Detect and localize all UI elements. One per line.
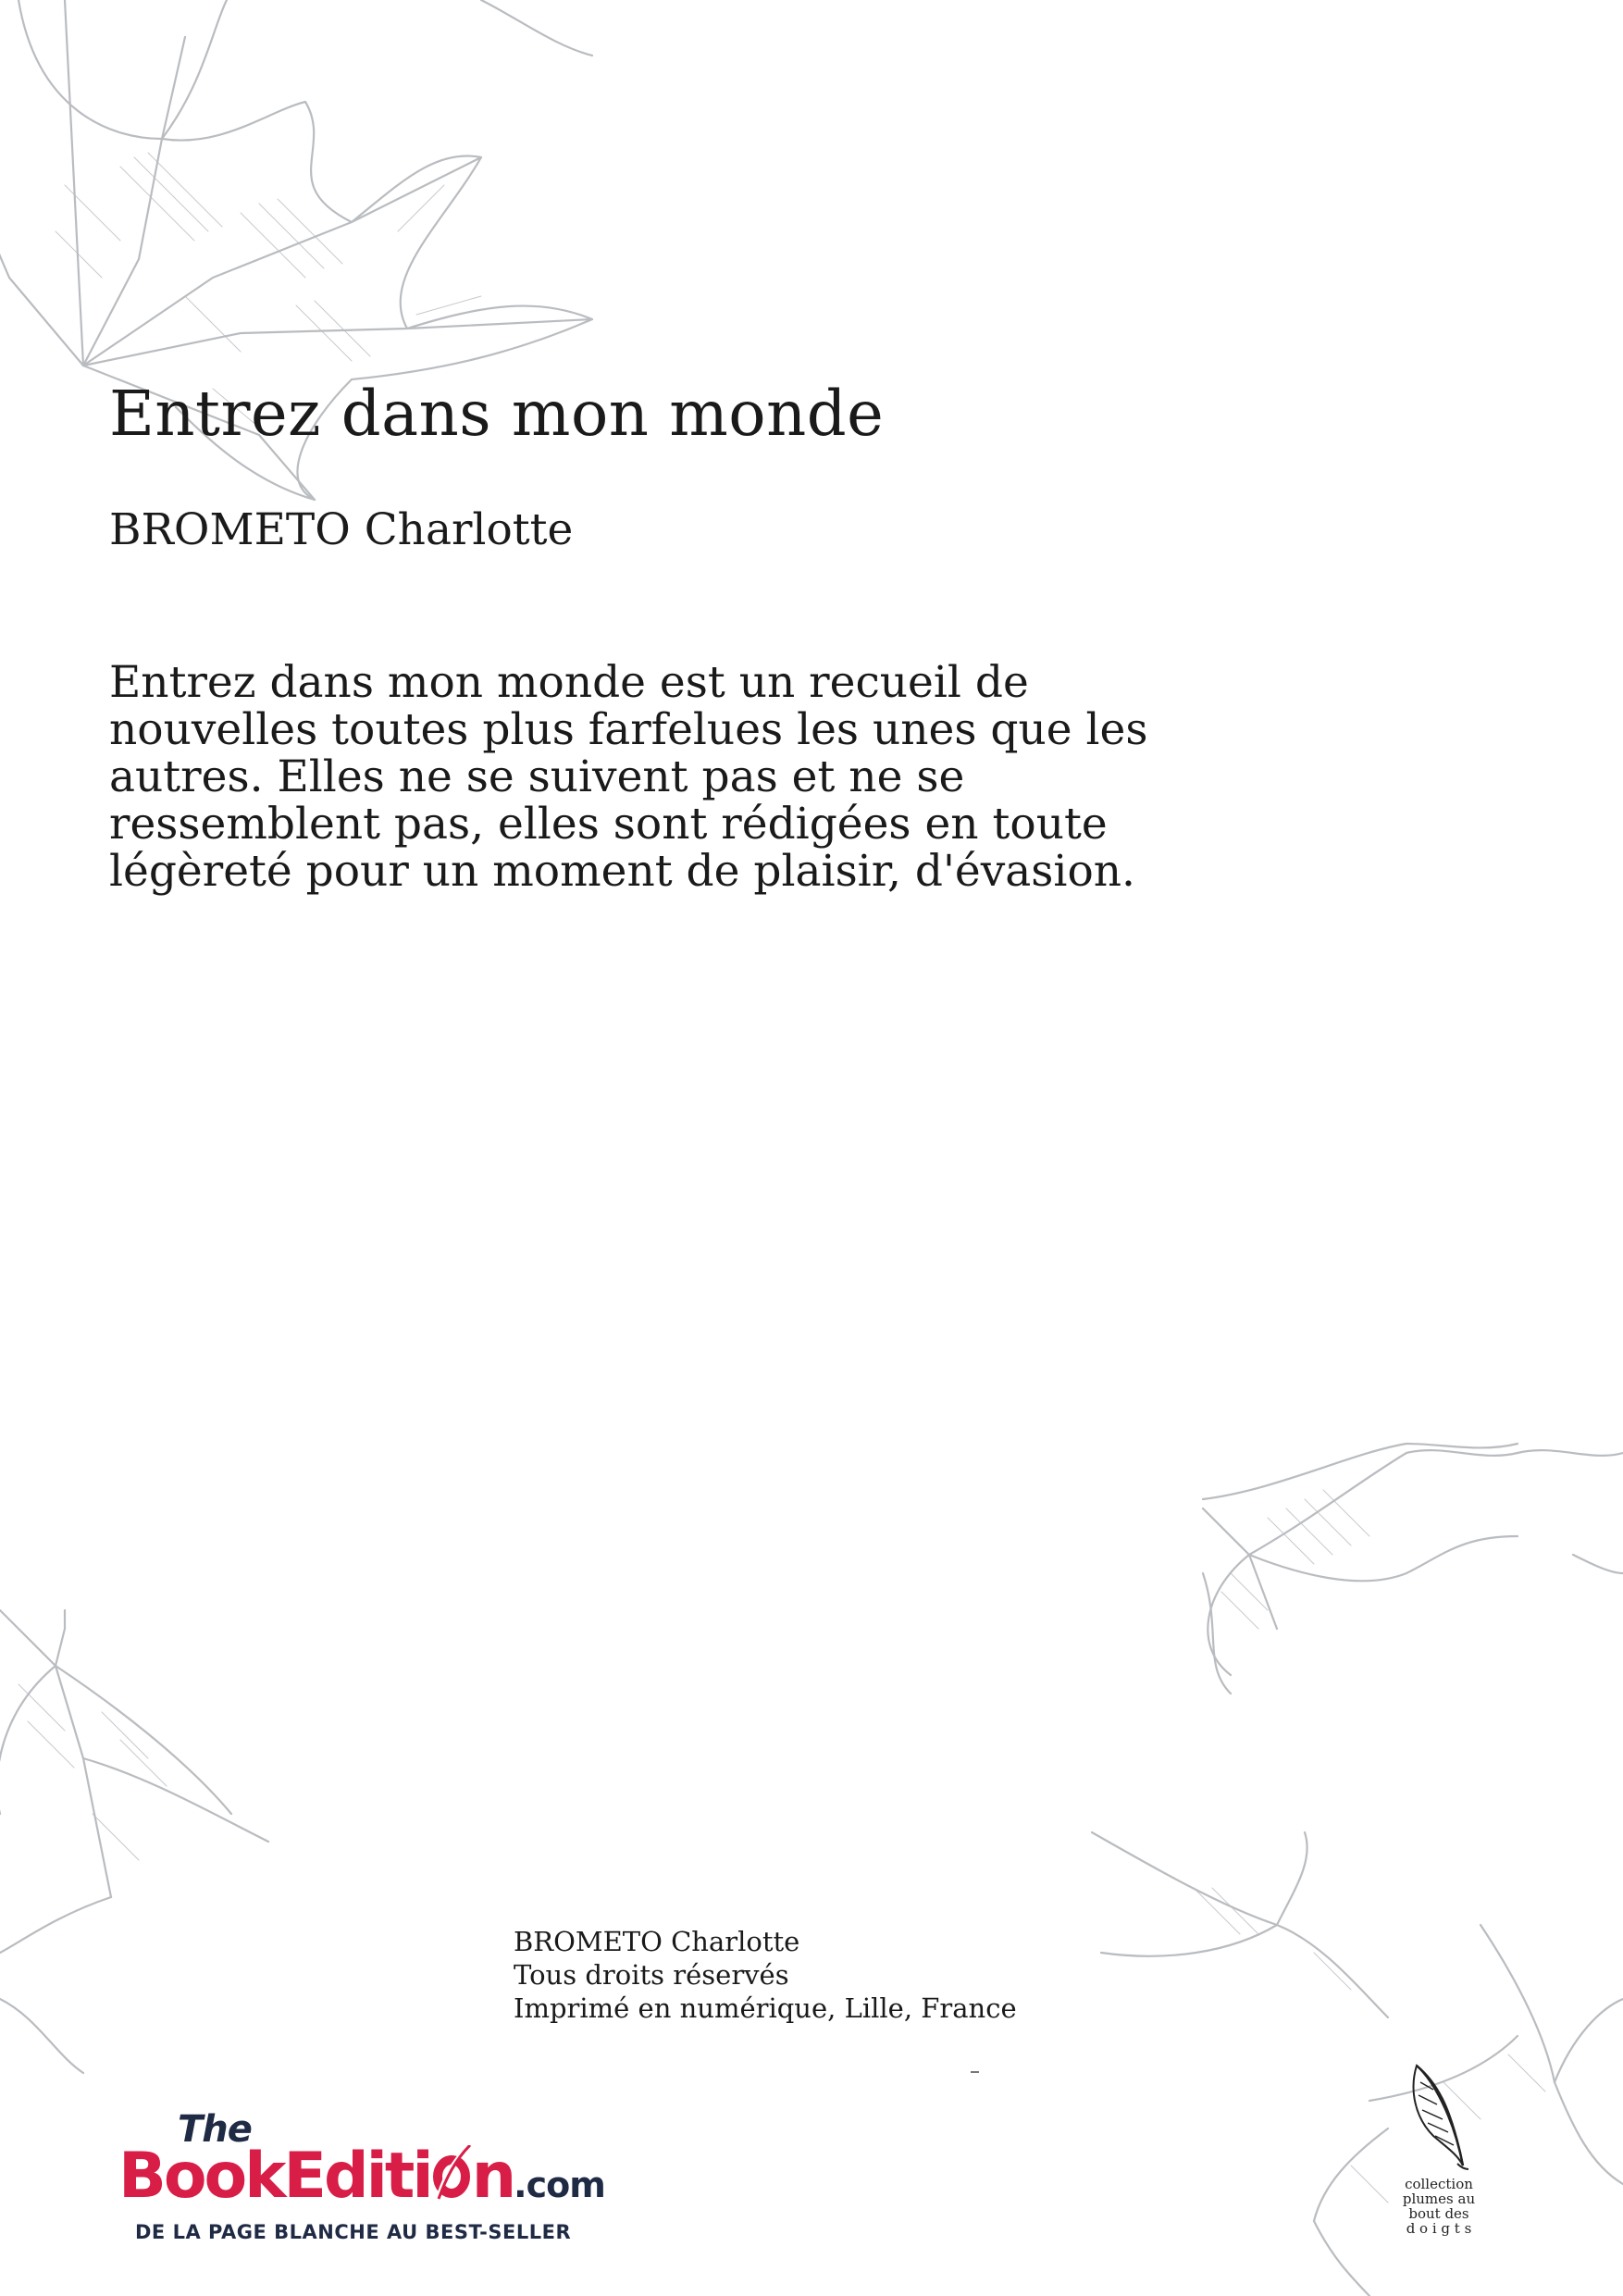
- publisher-logo: [118, 2108, 674, 2293]
- collection-line: collection: [1405, 2176, 1473, 2192]
- logo-name-part1: BookEditi: [118, 2140, 431, 2213]
- logo-the: The: [178, 2108, 252, 2151]
- imprint-block: [514, 1925, 1017, 2025]
- logo-wordmark: [118, 2140, 605, 2213]
- imprint-author: BROMETO Charlotte: [514, 1926, 800, 1957]
- page-title: Entrez dans mon monde: [109, 378, 885, 450]
- imprint-printed: Imprimé en numérique, Lille, France: [514, 1992, 1017, 2024]
- collection-label: [1393, 2177, 1485, 2236]
- collection-line: plumes au: [1402, 2191, 1476, 2207]
- logo-name-part2: n: [471, 2140, 514, 2213]
- summary-text: Entrez dans mon monde est un recueil de nouvelles toutes plus farfelues les unes que les autres. Elles ne se suivent pas et ne se ressemblent pas, elles sont rédigées en toute légèreté pour un moment de plaisir, d'évasion.: [109, 657, 1148, 897]
- quill-o-icon: [431, 2145, 472, 2203]
- collection-line: d o i g t s: [1406, 2220, 1472, 2237]
- divider: [971, 2071, 979, 2073]
- quill-icon: [1406, 2062, 1472, 2173]
- author-name: BROMETO Charlotte: [109, 504, 574, 555]
- imprint-rights: Tous droits réservés: [514, 1959, 789, 1991]
- collection-badge: [1397, 2062, 1481, 2284]
- collection-line: bout des: [1408, 2205, 1469, 2222]
- logo-domain: .com: [514, 2165, 605, 2205]
- logo-tagline: DE LA PAGE BLANCHE AU BEST-SELLER: [135, 2221, 572, 2243]
